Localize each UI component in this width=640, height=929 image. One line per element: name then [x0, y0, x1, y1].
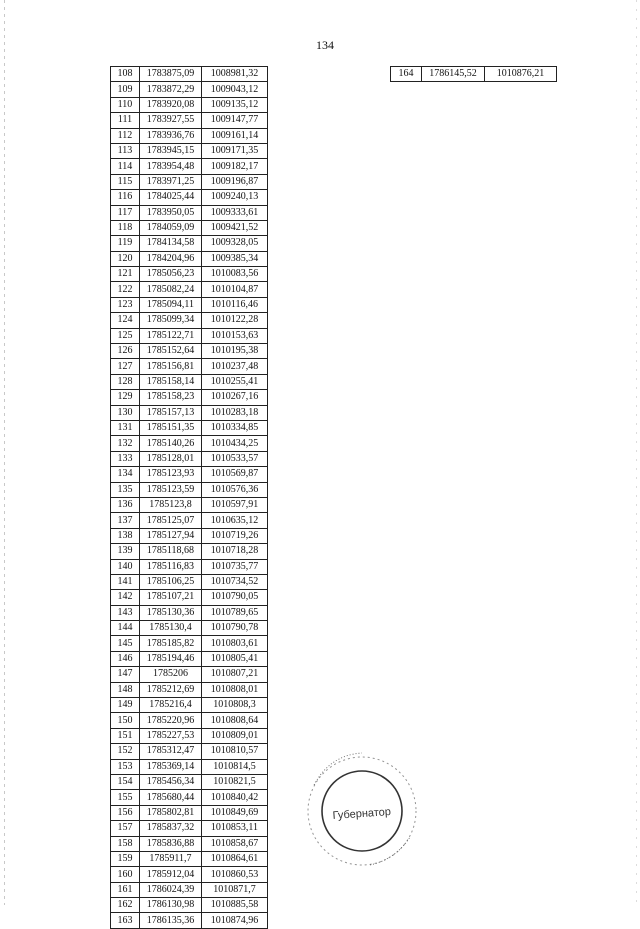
x-coordinate-cell: 1783945,15	[140, 143, 202, 158]
point-number-cell: 134	[111, 467, 140, 482]
x-coordinate-cell: 1784059,09	[140, 220, 202, 235]
point-number-cell: 158	[111, 836, 140, 851]
y-coordinate-cell: 1010153,63	[202, 328, 268, 343]
x-coordinate-cell: 1785194,46	[140, 651, 202, 666]
point-number-cell: 156	[111, 805, 140, 820]
y-coordinate-cell: 1009171,35	[202, 143, 268, 158]
point-number-cell: 128	[111, 374, 140, 389]
y-coordinate-cell: 1010083,56	[202, 267, 268, 282]
x-coordinate-cell: 1785369,14	[140, 759, 202, 774]
x-coordinate-cell: 1784025,44	[140, 190, 202, 205]
y-coordinate-cell: 1010116,46	[202, 297, 268, 312]
x-coordinate-cell: 1785082,24	[140, 282, 202, 297]
y-coordinate-cell: 1010734,52	[202, 574, 268, 589]
x-coordinate-cell: 1783950,05	[140, 205, 202, 220]
x-coordinate-cell: 1785116,83	[140, 559, 202, 574]
y-coordinate-cell: 1010805,41	[202, 651, 268, 666]
x-coordinate-cell: 1785127,94	[140, 528, 202, 543]
point-number-cell: 163	[111, 913, 140, 928]
x-coordinate-cell: 1785056,23	[140, 267, 202, 282]
x-coordinate-cell: 1783872,29	[140, 82, 202, 97]
y-coordinate-cell: 1010807,21	[202, 667, 268, 682]
y-coordinate-cell: 1010267,16	[202, 390, 268, 405]
point-number-cell: 115	[111, 174, 140, 189]
table-row	[111, 482, 268, 497]
point-number-cell: 113	[111, 143, 140, 158]
x-coordinate-cell: 1785094,11	[140, 297, 202, 312]
point-number-cell: 121	[111, 267, 140, 282]
point-number-cell: 129	[111, 390, 140, 405]
point-number-cell: 138	[111, 528, 140, 543]
x-coordinate-cell: 1785227,53	[140, 728, 202, 743]
table-row	[111, 159, 268, 174]
y-coordinate-cell: 1009333,61	[202, 205, 268, 220]
point-number-cell: 160	[111, 867, 140, 882]
point-number-cell: 152	[111, 744, 140, 759]
table-row	[111, 190, 268, 205]
y-coordinate-cell: 1010195,38	[202, 344, 268, 359]
table-row	[111, 267, 268, 282]
point-number-cell: 125	[111, 328, 140, 343]
point-number-cell: 141	[111, 574, 140, 589]
coordinates-table-body	[111, 67, 268, 929]
y-coordinate-cell: 1009182,17	[202, 159, 268, 174]
x-coordinate-cell: 1785212,69	[140, 682, 202, 697]
point-number-cell: 149	[111, 698, 140, 713]
y-coordinate-cell: 1010790,78	[202, 621, 268, 636]
x-coordinate-cell: 1785220,96	[140, 713, 202, 728]
point-number-cell: 139	[111, 544, 140, 559]
table-row	[111, 651, 268, 666]
table-row	[111, 713, 268, 728]
x-coordinate-cell: 1785130,4	[140, 621, 202, 636]
table-row	[111, 282, 268, 297]
x-coordinate-cell: 1785158,23	[140, 390, 202, 405]
y-coordinate-cell: 1010821,5	[202, 774, 268, 789]
y-coordinate-cell: 1010576,36	[202, 482, 268, 497]
point-number-cell: 116	[111, 190, 140, 205]
y-coordinate-cell: 1010860,53	[202, 867, 268, 882]
x-coordinate-cell: 1785107,21	[140, 590, 202, 605]
x-coordinate-cell: 1785836,88	[140, 836, 202, 851]
table-row	[111, 836, 268, 851]
coordinates-table-continuation-body	[391, 67, 557, 82]
table-row	[111, 174, 268, 189]
point-number-cell: 110	[111, 97, 140, 112]
x-coordinate-cell: 1785140,26	[140, 436, 202, 451]
table-row	[111, 390, 268, 405]
y-coordinate-cell: 1010735,77	[202, 559, 268, 574]
y-coordinate-cell: 1010803,61	[202, 636, 268, 651]
x-coordinate-cell: 1785123,93	[140, 467, 202, 482]
point-number-cell: 136	[111, 497, 140, 512]
scan-right-edge	[636, 0, 637, 905]
x-coordinate-cell: 1785099,34	[140, 313, 202, 328]
table-row	[111, 67, 268, 82]
point-number-cell: 108	[111, 67, 140, 82]
point-number-cell: 132	[111, 436, 140, 451]
y-coordinate-cell: 1010122,28	[202, 313, 268, 328]
y-coordinate-cell: 1010789,65	[202, 605, 268, 620]
y-coordinate-cell: 1010104,87	[202, 282, 268, 297]
y-coordinate-cell: 1009240,13	[202, 190, 268, 205]
point-number-cell: 147	[111, 667, 140, 682]
point-number-cell: 118	[111, 220, 140, 235]
y-coordinate-cell: 1009328,05	[202, 236, 268, 251]
point-number-cell: 144	[111, 621, 140, 636]
table-row	[111, 220, 268, 235]
table-row	[111, 636, 268, 651]
table-row	[111, 790, 268, 805]
point-number-cell: 123	[111, 297, 140, 312]
governor-stamp	[300, 745, 420, 870]
coordinates-table-continuation	[390, 66, 557, 82]
table-row	[111, 143, 268, 158]
x-coordinate-cell: 1786135,36	[140, 913, 202, 928]
y-coordinate-cell: 1010569,87	[202, 467, 268, 482]
point-number-cell: 117	[111, 205, 140, 220]
x-coordinate-cell: 1785152,64	[140, 344, 202, 359]
point-number-cell: 145	[111, 636, 140, 651]
y-coordinate-cell: 1010849,69	[202, 805, 268, 820]
x-coordinate-cell: 1785185,82	[140, 636, 202, 651]
point-number-cell: 155	[111, 790, 140, 805]
table-row	[111, 328, 268, 343]
y-coordinate-cell: 1010809,01	[202, 728, 268, 743]
x-coordinate-cell: 1783920,08	[140, 97, 202, 112]
table-row	[111, 682, 268, 697]
point-number-cell: 157	[111, 821, 140, 836]
y-coordinate-cell: 1010255,41	[202, 374, 268, 389]
table-row	[111, 544, 268, 559]
point-number-cell: 150	[111, 713, 140, 728]
table-row	[111, 236, 268, 251]
table-row	[111, 359, 268, 374]
y-coordinate-cell: 1010334,85	[202, 420, 268, 435]
table-row	[111, 451, 268, 466]
y-coordinate-cell: 1010885,58	[202, 898, 268, 913]
y-coordinate-cell: 1010840,42	[202, 790, 268, 805]
point-number-cell: 133	[111, 451, 140, 466]
x-coordinate-cell: 1783954,48	[140, 159, 202, 174]
table-row	[391, 67, 557, 82]
y-coordinate-cell: 1009043,12	[202, 82, 268, 97]
x-coordinate-cell: 1786130,98	[140, 898, 202, 913]
x-coordinate-cell: 1785802,81	[140, 805, 202, 820]
table-row	[111, 559, 268, 574]
x-coordinate-cell: 1783971,25	[140, 174, 202, 189]
x-coordinate-cell: 1785312,47	[140, 744, 202, 759]
table-row	[111, 867, 268, 882]
x-coordinate-cell: 1783936,76	[140, 128, 202, 143]
y-coordinate-cell: 1010718,28	[202, 544, 268, 559]
table-row	[111, 128, 268, 143]
table-row	[111, 774, 268, 789]
y-coordinate-cell: 1010434,25	[202, 436, 268, 451]
x-coordinate-cell: 1785156,81	[140, 359, 202, 374]
table-row	[111, 590, 268, 605]
x-coordinate-cell: 1785216,4	[140, 698, 202, 713]
y-coordinate-cell: 1010853,11	[202, 821, 268, 836]
point-number-cell: 120	[111, 251, 140, 266]
table-row	[111, 621, 268, 636]
table-row	[111, 898, 268, 913]
x-coordinate-cell: 1784134,58	[140, 236, 202, 251]
scan-left-edge	[4, 0, 5, 905]
table-row	[111, 759, 268, 774]
point-number-cell: 126	[111, 344, 140, 359]
point-number-cell: 119	[111, 236, 140, 251]
x-coordinate-cell: 1785125,07	[140, 513, 202, 528]
table-row	[111, 97, 268, 112]
y-coordinate-cell: 1010876,21	[485, 67, 557, 82]
x-coordinate-cell: 1785837,32	[140, 821, 202, 836]
point-number-cell: 140	[111, 559, 140, 574]
table-row	[111, 744, 268, 759]
x-coordinate-cell: 1785106,25	[140, 574, 202, 589]
table-row	[111, 374, 268, 389]
y-coordinate-cell: 1010597,91	[202, 497, 268, 512]
point-number-cell: 161	[111, 882, 140, 897]
point-number-cell: 143	[111, 605, 140, 620]
page-number: 134	[316, 38, 334, 52]
y-coordinate-cell: 1010635,12	[202, 513, 268, 528]
point-number-cell: 146	[111, 651, 140, 666]
table-row	[111, 667, 268, 682]
point-number-cell: 135	[111, 482, 140, 497]
point-number-cell: 109	[111, 82, 140, 97]
x-coordinate-cell: 1785912,04	[140, 867, 202, 882]
y-coordinate-cell: 1008981,32	[202, 67, 268, 82]
x-coordinate-cell: 1784204,96	[140, 251, 202, 266]
point-number-cell: 153	[111, 759, 140, 774]
x-coordinate-cell: 1785158,14	[140, 374, 202, 389]
point-number-cell: 148	[111, 682, 140, 697]
table-row	[111, 805, 268, 820]
table-row	[111, 297, 268, 312]
y-coordinate-cell: 1010283,18	[202, 405, 268, 420]
x-coordinate-cell: 1783875,09	[140, 67, 202, 82]
point-number-cell: 124	[111, 313, 140, 328]
point-number-cell: 111	[111, 113, 140, 128]
x-coordinate-cell: 1785128,01	[140, 451, 202, 466]
point-number-cell: 154	[111, 774, 140, 789]
point-number-cell: 162	[111, 898, 140, 913]
coordinates-table	[110, 66, 268, 929]
table-row	[111, 574, 268, 589]
y-coordinate-cell: 1009147,77	[202, 113, 268, 128]
y-coordinate-cell: 1010719,26	[202, 528, 268, 543]
y-coordinate-cell: 1009421,52	[202, 220, 268, 235]
point-number-cell: 127	[111, 359, 140, 374]
x-coordinate-cell: 1785206	[140, 667, 202, 682]
y-coordinate-cell: 1010808,01	[202, 682, 268, 697]
x-coordinate-cell: 1785911,7	[140, 851, 202, 866]
x-coordinate-cell: 1785130,36	[140, 605, 202, 620]
x-coordinate-cell: 1783927,55	[140, 113, 202, 128]
point-number-cell: 159	[111, 851, 140, 866]
y-coordinate-cell: 1009196,87	[202, 174, 268, 189]
y-coordinate-cell: 1010533,57	[202, 451, 268, 466]
x-coordinate-cell: 1785151,35	[140, 420, 202, 435]
table-row	[111, 467, 268, 482]
x-coordinate-cell: 1785122,71	[140, 328, 202, 343]
point-number-cell: 114	[111, 159, 140, 174]
y-coordinate-cell: 1010814,5	[202, 759, 268, 774]
point-number-cell: 122	[111, 282, 140, 297]
x-coordinate-cell: 1785456,34	[140, 774, 202, 789]
table-row	[111, 821, 268, 836]
y-coordinate-cell: 1009385,34	[202, 251, 268, 266]
table-row	[111, 882, 268, 897]
y-coordinate-cell: 1010864,61	[202, 851, 268, 866]
y-coordinate-cell: 1010810,57	[202, 744, 268, 759]
point-number-cell: 137	[111, 513, 140, 528]
y-coordinate-cell: 1009135,12	[202, 97, 268, 112]
x-coordinate-cell: 1785123,8	[140, 497, 202, 512]
table-row	[111, 113, 268, 128]
y-coordinate-cell: 1010874,96	[202, 913, 268, 928]
table-row	[111, 851, 268, 866]
stamp-seal-icon	[300, 745, 420, 870]
table-row	[111, 497, 268, 512]
y-coordinate-cell: 1010871,7	[202, 882, 268, 897]
table-row	[111, 420, 268, 435]
table-row	[111, 205, 268, 220]
x-coordinate-cell: 1785157,13	[140, 405, 202, 420]
table-row	[111, 344, 268, 359]
point-number-cell: 131	[111, 420, 140, 435]
table-row	[111, 436, 268, 451]
table-row	[111, 313, 268, 328]
point-number-cell: 151	[111, 728, 140, 743]
x-coordinate-cell: 1786024,39	[140, 882, 202, 897]
table-row	[111, 728, 268, 743]
table-row	[111, 82, 268, 97]
point-number-cell: 130	[111, 405, 140, 420]
x-coordinate-cell: 1786145,52	[422, 67, 485, 82]
x-coordinate-cell: 1785680,44	[140, 790, 202, 805]
point-number-cell: 112	[111, 128, 140, 143]
y-coordinate-cell: 1010858,67	[202, 836, 268, 851]
stamp-text: Губернатор	[332, 805, 392, 823]
table-row	[111, 913, 268, 928]
x-coordinate-cell: 1785123,59	[140, 482, 202, 497]
y-coordinate-cell: 1010790,05	[202, 590, 268, 605]
x-coordinate-cell: 1785118,68	[140, 544, 202, 559]
y-coordinate-cell: 1010237,48	[202, 359, 268, 374]
y-coordinate-cell: 1009161,14	[202, 128, 268, 143]
table-row	[111, 528, 268, 543]
y-coordinate-cell: 1010808,3	[202, 698, 268, 713]
table-row	[111, 251, 268, 266]
table-row	[111, 698, 268, 713]
table-row	[111, 605, 268, 620]
point-number-cell: 142	[111, 590, 140, 605]
point-number-cell: 164	[391, 67, 422, 82]
table-row	[111, 405, 268, 420]
y-coordinate-cell: 1010808,64	[202, 713, 268, 728]
table-row	[111, 513, 268, 528]
